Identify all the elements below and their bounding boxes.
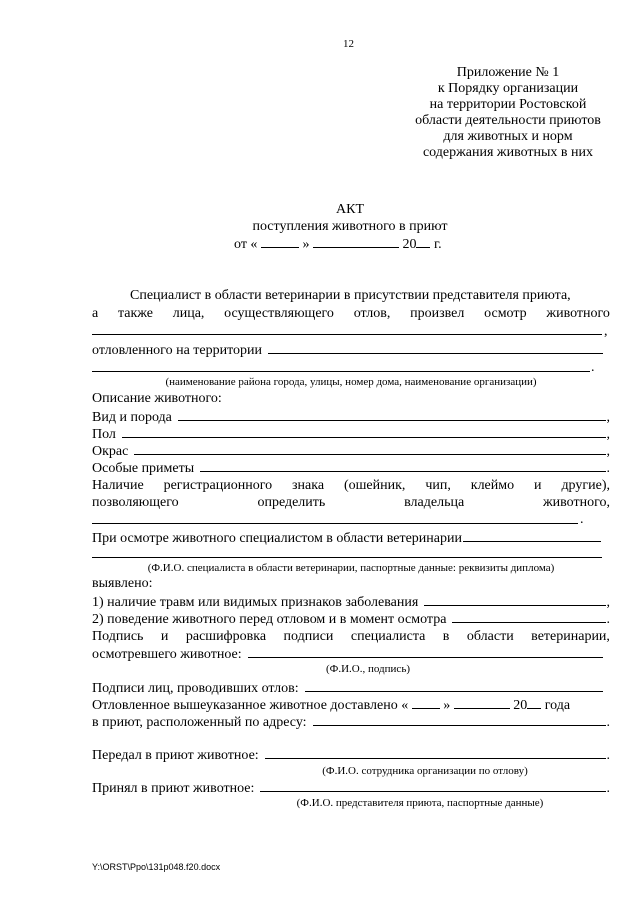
intro-line-1: Специалист в области ветеринарии в присутствии представителя приюта, bbox=[130, 288, 571, 303]
signature-line: Подпись и расшифровка подписи специалиста в области ветеринарии, bbox=[92, 629, 610, 644]
appendix-line: области деятельности приютов bbox=[415, 113, 601, 128]
intro-blank-1[interactable] bbox=[92, 334, 602, 335]
delivered-year-blank[interactable] bbox=[527, 697, 541, 709]
act-subtitle: поступления животного в приют bbox=[252, 219, 448, 234]
period: . bbox=[580, 512, 584, 527]
address-row: в приют, расположенный по адресу: . bbox=[92, 715, 610, 730]
hint-sign: (Ф.И.О., подпись) bbox=[326, 663, 410, 675]
injuries-row: 1) наличие травм или видимых признаков заболевания , bbox=[92, 595, 610, 610]
received-row: Принял в приют животное: . bbox=[92, 781, 610, 796]
registration-line: Наличие регистрационного знака (ошейник, чип, клеймо и другие), bbox=[92, 478, 610, 493]
catchers-row: Подписи лиц, проводивших отлов: bbox=[92, 680, 604, 697]
period: . bbox=[591, 360, 595, 375]
specialist-blank[interactable] bbox=[92, 557, 602, 558]
catchers-blank[interactable] bbox=[305, 680, 603, 692]
caught-territory-row bbox=[92, 342, 604, 359]
delivered-day-blank[interactable] bbox=[412, 697, 440, 709]
behavior-blank[interactable] bbox=[452, 611, 605, 623]
date-month-blank[interactable] bbox=[313, 236, 399, 248]
intro-line-2: а также лица, осуществляющего отлов, произвел осмотр животного bbox=[92, 306, 610, 321]
hint-received: (Ф.И.О. представителя приюта, паспортные данные) bbox=[296, 797, 544, 809]
footer-path: Y:\ORST\Ppo\131p048.f20.docx bbox=[92, 862, 221, 872]
page-number: 12 bbox=[343, 38, 354, 50]
appendix-line: на территории Ростовской bbox=[429, 97, 587, 112]
examined-blank[interactable] bbox=[248, 646, 603, 658]
breed-blank[interactable] bbox=[178, 409, 606, 421]
appendix-line: Приложение № 1 bbox=[456, 65, 560, 80]
address-blank[interactable] bbox=[313, 714, 606, 726]
delivered-month-blank[interactable] bbox=[454, 697, 510, 709]
appendix-line: для животных и норм bbox=[443, 129, 573, 144]
examined-row: осмотревшего животное: bbox=[92, 646, 604, 663]
registration-blank[interactable] bbox=[92, 523, 578, 524]
marks-blank[interactable] bbox=[200, 460, 605, 472]
color-blank[interactable] bbox=[134, 443, 605, 455]
color-row: Окрас , bbox=[92, 444, 610, 459]
date-day-blank[interactable] bbox=[261, 236, 299, 248]
comma: , bbox=[604, 324, 608, 339]
handed-row: Передал в приют животное: . bbox=[92, 748, 610, 763]
delivered-row: Отловленное вышеуказанное животное доставлено « » 20 года bbox=[92, 698, 571, 713]
sex-row: Пол , bbox=[92, 427, 610, 442]
hint-location: (наименование района города, улицы, номер дома, наименование организации) bbox=[165, 376, 537, 388]
exam-row: При осмотре животного специалистом в области ветеринарии bbox=[92, 530, 602, 547]
injuries-blank[interactable] bbox=[424, 594, 605, 606]
act-date: от « » 20 г. bbox=[234, 237, 442, 252]
appendix-line: содержания животных в них bbox=[422, 145, 594, 160]
received-blank[interactable] bbox=[260, 780, 605, 792]
marks-row: Особые приметы . bbox=[92, 461, 610, 476]
act-title: АКТ bbox=[336, 202, 364, 217]
location-blank[interactable] bbox=[92, 371, 590, 372]
hint-specialist: (Ф.И.О. специалиста в области ветеринарии, паспортные данные: реквизиты диплома) bbox=[147, 562, 555, 574]
breed-row: Вид и порода , bbox=[92, 410, 610, 425]
handed-blank[interactable] bbox=[265, 747, 606, 759]
found-label: выявлено: bbox=[92, 576, 153, 591]
appendix-block bbox=[396, 65, 620, 161]
sex-blank[interactable] bbox=[122, 426, 606, 438]
owner-line: позволяющего определить владельца животного, bbox=[92, 495, 610, 510]
behavior-row: 2) поведение животного перед отловом и в момент осмотра . bbox=[92, 612, 610, 627]
hint-handed: (Ф.И.О. сотрудника организации по отлову) bbox=[322, 765, 528, 777]
description-heading: Описание животного: bbox=[92, 391, 222, 406]
caught-territory-blank[interactable] bbox=[268, 342, 603, 354]
exam-blank[interactable] bbox=[463, 530, 601, 542]
caught-label: отловленного на территории bbox=[92, 343, 263, 358]
date-year-blank[interactable] bbox=[416, 236, 430, 248]
appendix-line: к Порядку организации bbox=[437, 81, 579, 96]
